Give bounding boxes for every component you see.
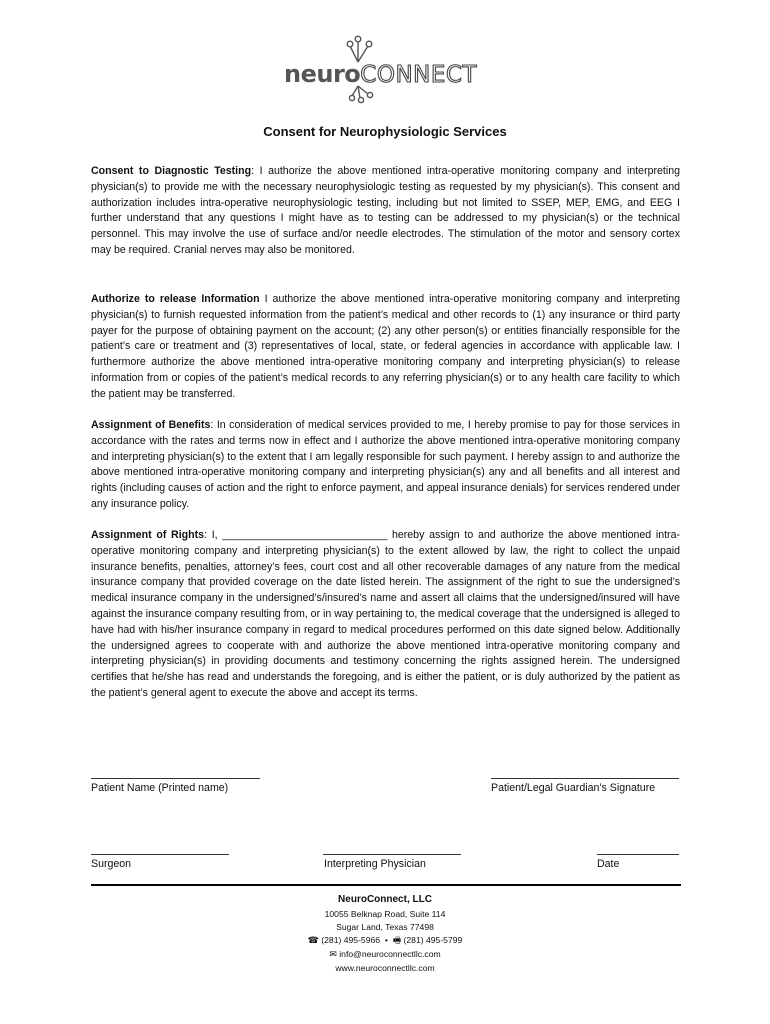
footer-address-line2: Sugar Land, Texas 77498	[336, 922, 434, 932]
section-consent-testing: Consent to Diagnostic Testing: I authorize the above mentioned intra-operative monitoring company and interpreting physician(s) to provide me with the necessary neurophysiologic testing as requested by my physician(s). This consent and authorization includes intra-operative neurophysiologic testing, including but not limited to SSEP, MEP, EMG, and EEG I further understand that any questions I might have as to testing can be addressed to my physician(s) or the technical personnel. This may involve the use of surface and/or needle electrodes. The stimulation of the motor and sensory cortex may be required. Cranial nerves may also be monitored.	[91, 165, 680, 256]
fax-icon: 🖷	[392, 936, 402, 946]
section-body: I authorize the above mentioned intra-operative monitoring company and interpreting physician(s) to furnish requested information from the patient’s medical and other records to (1) any insurance or third party payer for the purpose of obtaining payment on the account; (2) any other person(s) or entities financially responsible for the patient’s care or treatment and (3) representatives of local, state, or federal agencies in accordance with applicable law. I furthermore authorize the above mentioned intra-operative monitoring company and interpreting physician(s) to release information from or copies of the patient’s medical records to any referring physician(s) or to any health care facility to which the patient may be transferred.	[91, 293, 680, 400]
envelope-icon: ✉	[329, 950, 337, 960]
footer-fax: (281) 495-5799	[403, 935, 463, 945]
section-body: In consideration of medical services provided to me, I hereby promise to pay for those services in accordance with the rates and terms now in effect and I authorize the above mentioned intra-operative monitoring company and interpreting physician(s) to the extent that I am legally responsible for such payment. I hereby assign to and authorize the above mentioned intra-operative monitoring company and interpreting physician(s) any and all benefits and all interest and rights (including causes of action and the right to enforce payment, and appeal insurance denials) for services rendered under any insurance policy.	[91, 419, 681, 510]
footer-address-line1: 10055 Belknap Road, Suite 114	[324, 909, 446, 919]
logo-wordmark-connect: CONNECT	[360, 62, 477, 88]
guardian-signature-line[interactable]	[491, 778, 679, 779]
section-body: I, ____________________________ hereby assign to and authorize the above mentioned intra-operative monitoring company and interpreting physician(s) to the extent allowed by law, the right to collect the unpaid insurance benefits, penalties, attorney’s fees, court cost and all other recoverable damages of any nature from the medical insurance company that provided coverage on the date listed herein. The assignment of the right to sue the undersigned’s medical insurance company in the undersigned’s/insured’s name and assert all claims that the undersigned/insured will have against the insurance company resulting from, or in way pertaining to, the medical coverage that the undersigned is alleged to have had with his/her insurance company in regard to medical procedures performed on this date signed below. Additionally the undersigned agrees to cooperate with and authorize the above mentioned intra-operative monitoring company and interpreting physician(s) in providing documents and testimony concerning the rights assigned herein. The undersigned certifies that he/she has read and understands the foregoing, and is either the patient, or is duly authorized by the patient as the patient’s general agent to execute the above and accept its terms.	[91, 529, 680, 699]
footer-contact-line	[0, 934, 770, 948]
footer-divider	[91, 884, 681, 886]
document-title: Consent for Neurophysiologic Services	[263, 124, 507, 139]
section-heading: Consent to Diagnostic Testing	[91, 165, 252, 177]
surgeon-signature-line[interactable]	[91, 854, 229, 855]
footer	[0, 892, 770, 975]
footer-email[interactable]: info@neuroconnectllc.com	[339, 949, 441, 959]
section-body: I authorize the above mentioned intra-operative monitoring company and interpreting physician(s) to provide me with the necessary neurophysiologic testing as requested by my physician(s). This consent and authorization includes intra-operative neurophysiologic testing, including but not limited to SSEP, MEP, EMG, and EEG I further understand that any questions I might have as to testing can be addressed to my physician(s) or the technical personnel. This may involve the use of surface and/or needle electrodes. The stimulation of the motor and sensory cortex may be required. Cranial nerves may also be monitored.	[91, 165, 680, 256]
company-logo	[284, 30, 490, 104]
section-heading: Authorize to release Information	[91, 293, 260, 305]
physician-label: Interpreting Physician	[324, 858, 426, 870]
footer-email-line	[0, 948, 770, 962]
footer-website[interactable]: www.neuroconnectllc.com	[335, 963, 435, 973]
section-assignment-rights: Assignment of Rights: I, ____________________________ hereby assign to and authorize the above mentioned intra-operative monitoring company and interpreting physician(s) to the extent allowed by law, the right to collect the unpaid insurance benefits, penalties, attorney’s fees, court cost and all other recoverable damages of any nature from the medical insurance company that provided coverage on the date listed herein. The assignment of the right to sue the undersigned’s medical insurance company in the undersigned’s/insured’s name and assert all claims that the undersigned/insured will have against the insurance company resulting from, or in way pertaining to, the medical coverage that the undersigned is alleged to have had with his/her insurance company in regard to medical procedures performed on this date signed below. Additionally the undersigned agrees to cooperate with and authorize the above mentioned intra-operative monitoring company and interpreting physician(s) in providing documents and testimony concerning the rights assigned herein. The undersigned certifies that he/she has read and understands the foregoing, and is either the patient, or is duly authorized by the patient as the patient’s general agent to execute the above and accept its terms.	[91, 529, 680, 699]
section-heading: Assignment of Benefits	[91, 419, 211, 431]
phone-icon: ☎	[307, 936, 319, 946]
logo-wordmark-neuro: neuro	[284, 60, 361, 88]
section-heading: Assignment of Rights	[91, 529, 205, 541]
section-assignment-benefits: Assignment of Benefits: In consideration of medical services provided to me, I hereby promise to pay for those services in accordance with the rates and terms now in effect and I authorize the above mentioned intra-operative monitoring company and interpreting physician(s) to the extent that I am legally responsible for such payment. I hereby assign to and authorize the above mentioned intra-operative monitoring company and interpreting physician(s) any and all benefits and all interest and rights (including causes of action and the right to enforce payment, and appeal insurance denials) for services rendered under any insurance policy.	[91, 419, 681, 510]
physician-signature-line[interactable]	[323, 854, 461, 855]
footer-bullet: •	[384, 935, 388, 945]
footer-company-name: NeuroConnect, LLC	[338, 894, 432, 905]
guardian-signature-label: Patient/Legal Guardian’s Signature	[491, 782, 656, 794]
footer-phone: (281) 495-5966	[321, 935, 381, 945]
patient-name-label: Patient Name (Printed name)	[91, 782, 229, 794]
section-release-information	[91, 292, 680, 403]
patient-name-signature-line[interactable]	[91, 778, 260, 779]
surgeon-label: Surgeon	[91, 858, 132, 870]
date-line[interactable]	[597, 854, 679, 855]
date-label: Date	[597, 858, 620, 870]
